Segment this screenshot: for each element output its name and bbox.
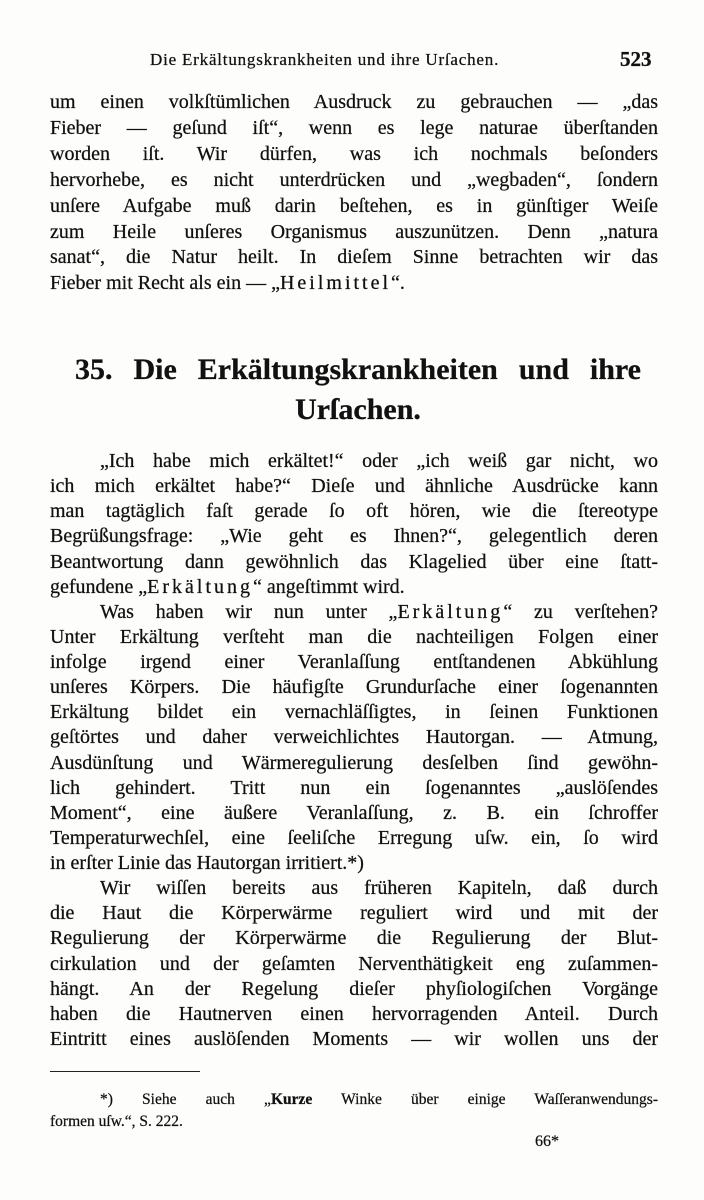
text-segment: Fieber mit Recht als ein — „ [50, 272, 280, 295]
footnote [50, 1089, 658, 1133]
text-line [50, 575, 658, 600]
chapter-body [50, 449, 658, 1052]
chapter-title: Die Erkältungskrankheiten und ihre [133, 353, 641, 386]
text-line: Begrüßungsfrage: „Wie geht es Ihnen?“, gelegentlich deren [50, 525, 658, 548]
text-line: Fieber — geſund iſt“, wenn es lege naturae überſtanden [50, 116, 658, 139]
footnote-line [50, 1089, 658, 1111]
chapter-number: 35. [75, 353, 113, 386]
text-line: unſeres Körpers. Die häufigſte Grundurſache einer ſogenannten [50, 676, 658, 699]
text-line: um einen volkſtümlichen Ausdruck zu gebrauchen — „das [50, 91, 658, 113]
text-line [50, 271, 658, 297]
footnote-divider [50, 1071, 200, 1072]
text-line: Moment“, eine äußere Veranlaſſung, z. B. ein ſchroffer [50, 801, 658, 824]
signature-mark: 66* [535, 1133, 559, 1150]
text-segment: “. [391, 272, 405, 295]
text-line: die Haut die Körperwärme reguliert wird und mit der [50, 902, 658, 925]
intro-paragraph [50, 90, 658, 297]
text-line: sanat“, die Natur heilt. In dieſem Sinne betrachten wir das [50, 246, 658, 269]
text-line: zum Heile unſeres Organismus auszunützen. Denn „natura [50, 220, 658, 243]
chapter-heading-line [75, 350, 641, 390]
text-line: Unter Erkältung verſteht man die nachteiligen Folgen einer [50, 625, 658, 648]
text-line: man tagtäglich faſt gerade ſo oft hören, wie die ſtereotype [50, 500, 658, 523]
text-line [50, 600, 658, 625]
spaced-emphasis: Erkältung [397, 600, 504, 623]
text-line: unſere Aufgabe muß darin beſtehen, es in günſtiger Weiſe [50, 194, 658, 217]
chapter-heading-line: Urſachen. [295, 393, 421, 426]
text-segment: Winke über einige Waſſeranwendungs- [312, 1091, 658, 1108]
text-line: Temperaturwechſel, eine ſeeliſche Erregung uſw. ein, ſo wird [50, 826, 658, 849]
running-head-title: Die Erkältungskrankheiten und ihre Urſachen. [150, 50, 500, 69]
text-line: Ausdünſtung und Wärmeregulierung desſelben ſind gewöhn- [50, 751, 658, 774]
text-segment: “ angeſtimmt wird. [253, 575, 405, 598]
text-line: „Ich habe mich erkältet!“ oder „ich weiß gar nicht, wo [100, 450, 658, 472]
text-line: in erſter Linie das Hautorgan irritiert.*) [50, 852, 364, 874]
text-line: Eintritt eines auslöſenden Moments — wir wollen uns der [50, 1027, 658, 1050]
text-line: Beantwortung dann gewöhnlich das Klagelied über eine ſtatt- [50, 550, 658, 573]
text-segment: gefundene „ [50, 575, 148, 598]
text-line: Erkältung bildet ein vernachläſſigtes, in ſeinen Funktionen [50, 701, 658, 724]
text-line: haben die Hautnerven einen hervorragenden Anteil. Durch [50, 1002, 658, 1025]
text-segment: “ zu verſtehen? [503, 600, 658, 623]
chapter-heading [75, 350, 641, 430]
text-line: infolge irgend einer Veranlaſſung entſtandenen Abkühlung [50, 651, 658, 673]
text-line: lich gehindert. Tritt nun ein ſogenanntes „auslöſendes [50, 776, 658, 799]
text-line: geſtörtes und daher verweichlichtes Hautorgan. — Atmung, [50, 726, 658, 749]
text-line: cirkulation und der geſamten Nerventhätigkeit eng zuſammen- [50, 952, 658, 975]
text-line: hervorhebe, es nicht unterdrücken und „wegbaden“, ſondern [50, 168, 658, 191]
text-segment: *) Siehe auch „ [100, 1091, 271, 1108]
text-line: hängt. An der Regelung dieſer phyſiologiſchen Vorgänge [50, 977, 658, 1000]
spaced-emphasis: Erkältung [147, 575, 254, 598]
text-line: Wir wiſſen bereits aus früheren Kapiteln, daß durch [100, 877, 658, 900]
text-segment: Was haben wir nun unter „ [100, 600, 398, 623]
page-number: 523 [620, 47, 652, 71]
footnote-line: formen uſw.“, S. 222. [50, 1113, 183, 1130]
text-line: Regulierung der Körperwärme die Regulierung der Blut- [50, 927, 658, 950]
text-line: ich mich erkältet habe?“ Dieſe und ähnliche Ausdrücke kann [50, 475, 658, 498]
spaced-emphasis: Heilmittel [279, 272, 392, 295]
text-line: worden iſt. Wir dürfen, was ich nochmals beſonders [50, 142, 658, 165]
bold-emphasis: Kurze [270, 1091, 313, 1108]
